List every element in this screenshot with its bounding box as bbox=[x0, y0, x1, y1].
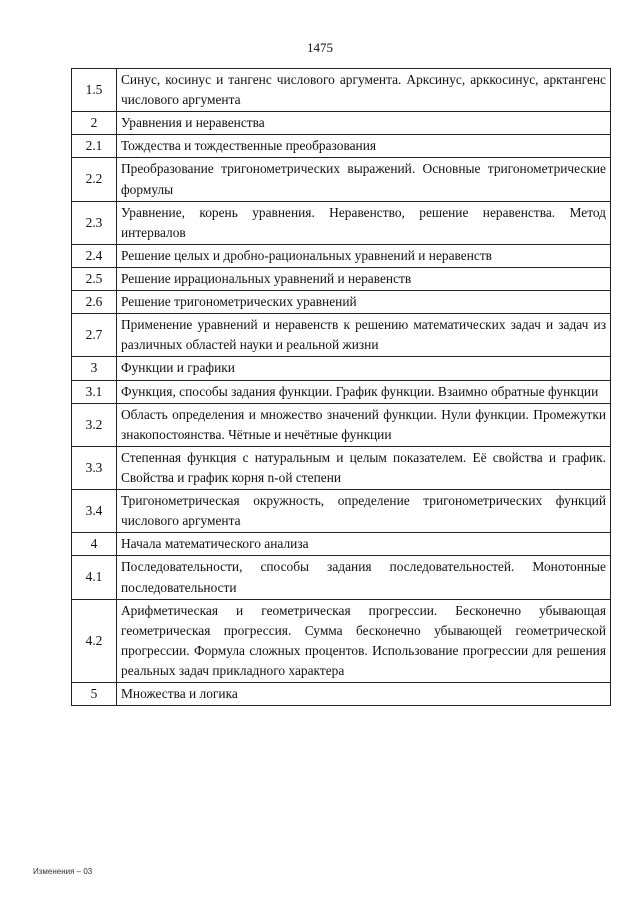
row-description: Функции и графики bbox=[117, 357, 611, 380]
row-description: Степенная функция с натуральным и целым показателем. Её свойства и график. Свойства и график корня n-ой степени bbox=[117, 446, 611, 489]
table-body bbox=[72, 69, 611, 706]
table-row bbox=[72, 158, 611, 201]
table-row bbox=[72, 533, 611, 556]
row-description: Функция, способы задания функции. График функции. Взаимно обратные функции bbox=[117, 380, 611, 403]
table-row bbox=[72, 599, 611, 682]
footer-revision-note: Изменения – 03 bbox=[33, 867, 93, 876]
content-codes-table bbox=[71, 68, 611, 706]
table-row bbox=[72, 267, 611, 290]
row-code: 3 bbox=[72, 357, 117, 380]
row-description: Синус, косинус и тангенс числового аргумента. Арксинус, арккосинус, арктангенс числового аргумента bbox=[117, 69, 611, 112]
table-row bbox=[72, 403, 611, 446]
page-number: 1475 bbox=[307, 40, 333, 55]
table-row bbox=[72, 244, 611, 267]
row-code: 5 bbox=[72, 683, 117, 706]
row-code: 2.6 bbox=[72, 291, 117, 314]
row-code: 2.2 bbox=[72, 158, 117, 201]
table-row bbox=[72, 380, 611, 403]
table-row bbox=[72, 314, 611, 357]
row-code: 1.5 bbox=[72, 69, 117, 112]
row-code: 2 bbox=[72, 112, 117, 135]
row-code: 3.1 bbox=[72, 380, 117, 403]
row-description: Применение уравнений и неравенств к решению математических задач и задач из различных областей науки и реальной жизни bbox=[117, 314, 611, 357]
table-row bbox=[72, 490, 611, 533]
row-description: Уравнение, корень уравнения. Неравенство, решение неравенства. Метод интервалов bbox=[117, 201, 611, 244]
row-code: 4 bbox=[72, 533, 117, 556]
row-code: 2.3 bbox=[72, 201, 117, 244]
row-description: Решение тригонометрических уравнений bbox=[117, 291, 611, 314]
row-description: Арифметическая и геометрическая прогрессии. Бесконечно убывающая геометрическая прогрессия. Сумма бесконечно убывающей геометрической прогрессии. Формула сложных процентов. Использование прогрессии для решения реальных задач прикладного характера bbox=[117, 599, 611, 682]
row-code: 2.1 bbox=[72, 135, 117, 158]
row-code: 4.1 bbox=[72, 556, 117, 599]
row-description: Тождества и тождественные преобразования bbox=[117, 135, 611, 158]
row-description: Тригонометрическая окружность, определение тригонометрических функций числового аргумента bbox=[117, 490, 611, 533]
table-row bbox=[72, 556, 611, 599]
table-row bbox=[72, 291, 611, 314]
table-row bbox=[72, 112, 611, 135]
row-code: 3.4 bbox=[72, 490, 117, 533]
row-description: Преобразование тригонометрических выражений. Основные тригонометрические формулы bbox=[117, 158, 611, 201]
row-code: 2.5 bbox=[72, 267, 117, 290]
table-row bbox=[72, 135, 611, 158]
table-row bbox=[72, 683, 611, 706]
row-code: 3.3 bbox=[72, 446, 117, 489]
row-code: 2.7 bbox=[72, 314, 117, 357]
row-description: Последовательности, способы задания последовательностей. Монотонные последовательности bbox=[117, 556, 611, 599]
row-description: Начала математического анализа bbox=[117, 533, 611, 556]
table-row bbox=[72, 357, 611, 380]
row-description: Решение целых и дробно-рациональных уравнений и неравенств bbox=[117, 244, 611, 267]
table-row bbox=[72, 201, 611, 244]
table-row bbox=[72, 446, 611, 489]
row-code: 2.4 bbox=[72, 244, 117, 267]
row-description: Множества и логика bbox=[117, 683, 611, 706]
table-row bbox=[72, 69, 611, 112]
row-code: 3.2 bbox=[72, 403, 117, 446]
row-description: Область определения и множество значений функции. Нули функции. Промежутки знакопостоянства. Чётные и нечётные функции bbox=[117, 403, 611, 446]
row-code: 4.2 bbox=[72, 599, 117, 682]
row-description: Решение иррациональных уравнений и неравенств bbox=[117, 267, 611, 290]
row-description: Уравнения и неравенства bbox=[117, 112, 611, 135]
